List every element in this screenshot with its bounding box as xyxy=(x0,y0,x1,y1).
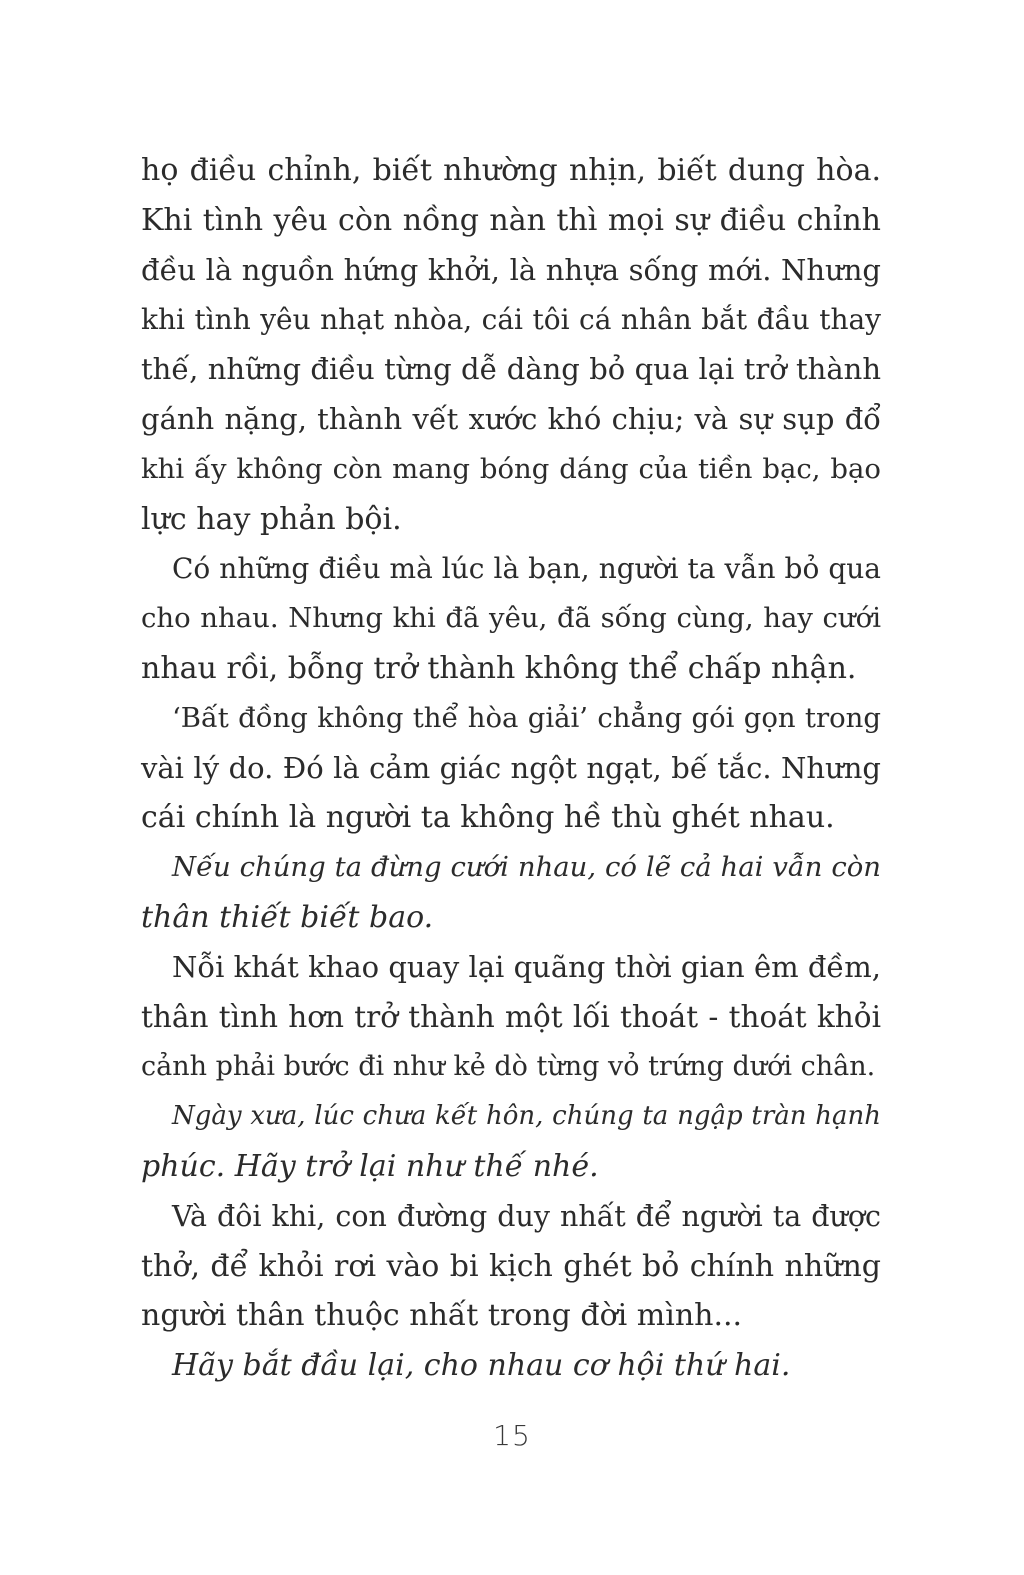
text-line: Có những điều mà lúc là bạn, người ta vẫn bỏ qua xyxy=(172,552,881,586)
page-body xyxy=(141,146,881,1391)
text-line: khi ấy không còn mang bóng dáng của tiền bạc, bạo xyxy=(141,452,881,485)
text-line: cái chính là người ta không hề thù ghét nhau. xyxy=(141,800,835,836)
page-number: 15 xyxy=(493,1419,531,1452)
italic-text-line: Ngày xưa, lúc chưa kết hôn, chúng ta ngập tràn hạnh xyxy=(172,1101,881,1132)
italic-text-line: phúc. Hãy trở lại như thế nhé. xyxy=(141,1148,599,1184)
italic-text-line: Nếu chúng ta đừng cưới nhau, có lẽ cả hai vẫn còn xyxy=(172,851,881,884)
text-line: gánh nặng, thành vết xước khó chịu; và sự sụp đổ xyxy=(141,401,881,436)
text-line: người thân thuộc nhất trong đời mình... xyxy=(141,1298,743,1334)
italic-text-line: Hãy bắt đầu lại, cho nhau cơ hội thứ hai. xyxy=(172,1348,791,1384)
text-line: đều là nguồn hứng khởi, là nhựa sống mới. Nhưng xyxy=(141,252,881,287)
text-line: thân tình hơn trở thành một lối thoát - thoát khỏi xyxy=(141,999,881,1034)
text-line: vài lý do. Đó là cảm giác ngột ngạt, bế tắc. Nhưng xyxy=(141,750,881,785)
text-line: khi tình yêu nhạt nhòa, cái tôi cá nhân bắt đầu thay xyxy=(141,303,881,337)
text-line: thở, để khỏi rơi vào bi kịch ghét bỏ chính những xyxy=(141,1248,881,1284)
text-line: ‘Bất đồng không thể hòa giải’ chẳng gói gọn trong xyxy=(172,701,881,734)
text-line: lực hay phản bội. xyxy=(141,501,402,537)
text-line: Và đôi khi, con đường duy nhất để người ta được xyxy=(172,1199,881,1233)
text-line: nhau rồi, bỗng trở thành không thể chấp nhận. xyxy=(141,650,857,686)
text-line: thế, những điều từng dễ dàng bỏ qua lại trở thành xyxy=(141,352,881,387)
text-line: Khi tình yêu còn nồng nàn thì mọi sự điều chỉnh xyxy=(141,202,881,238)
text-line: họ điều chỉnh, biết nhường nhịn, biết dung hòa. xyxy=(141,153,881,188)
text-line: cho nhau. Nhưng khi đã yêu, đã sống cùng, hay cưới xyxy=(141,602,881,635)
italic-text-line: thân thiết biết bao. xyxy=(141,899,434,935)
text-line: cảnh phải bước đi như kẻ dò từng vỏ trứng dưới chân. xyxy=(141,1051,876,1083)
text-line: Nỗi khát khao quay lại quãng thời gian êm đềm, xyxy=(172,949,881,984)
